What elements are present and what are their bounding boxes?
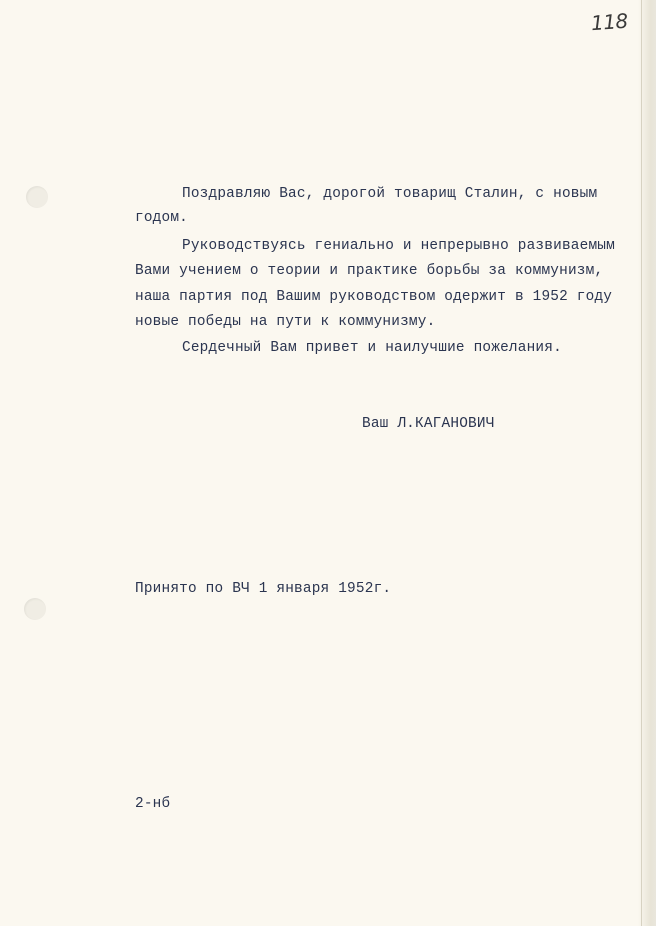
letter-line-7: Сердечный Вам привет и наилучшие пожелания.: [182, 340, 562, 356]
received-note: Принято по ВЧ 1 января 1952г.: [135, 581, 392, 597]
paper-edge: [638, 0, 656, 926]
signature: Ваш Л.КАГАНОВИЧ: [362, 416, 495, 432]
letter-line-5: наша партия под Вашим руководством одержит в 1952 году: [135, 289, 613, 305]
paper-edge-line: [641, 0, 642, 926]
reference-code: 2-нб: [135, 796, 171, 812]
letter-line-3: Руководствуясь гениально и непрерывно развиваемым: [182, 238, 615, 254]
letter-line-2: годом.: [135, 210, 189, 226]
punch-hole-top: [26, 186, 48, 208]
letter-line-4: Вами учением о теории и практике борьбы за коммунизм,: [135, 263, 604, 279]
letter-line-6: новые победы на пути к коммунизму.: [135, 314, 436, 330]
letter-line-1: Поздравляю Вас, дорогой товарищ Сталин, с новым: [182, 186, 598, 202]
punch-hole-bottom: [24, 598, 46, 620]
page-number: 118: [590, 8, 629, 36]
